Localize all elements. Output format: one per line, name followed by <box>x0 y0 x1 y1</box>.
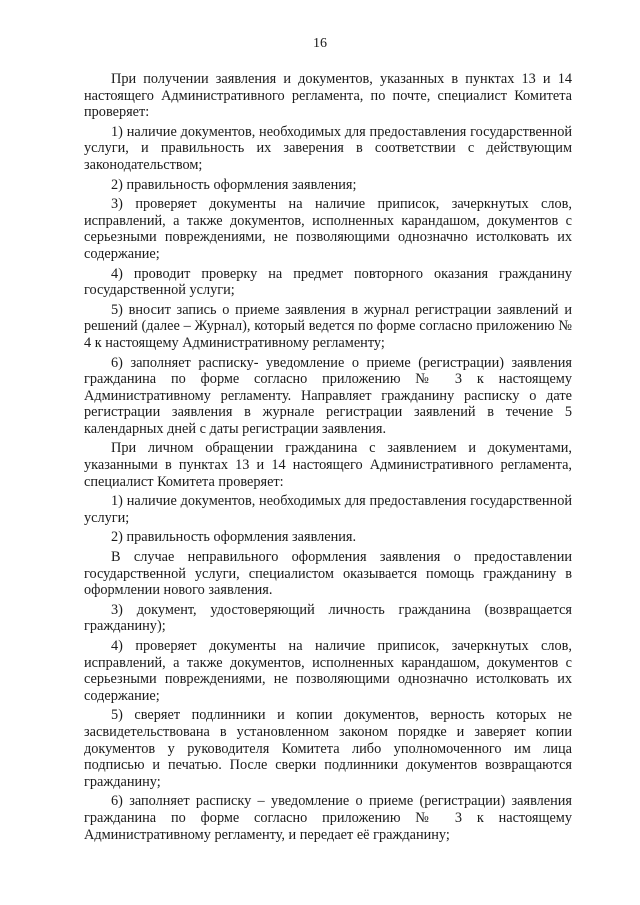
paragraph-personal-item-5: 5) сверяет подлинники и копии документов, верность которых не засвидетельствована в установленном законом порядке и заверяет копии документов у руководителя Комитета либо уполномоченного им лица подписью и печатью. После сверки подлинники документов возвращаются гражданину; <box>84 707 572 790</box>
page-number: 16 <box>313 36 327 51</box>
paragraph-postal-item-6: 6) заполняет расписку- уведомление о приеме (регистрации) заявления гражданина по форме согласно приложению № 3 к настоящему Административному регламенту. Направляет гражданину расписку о дате регистрации заявления в журнале регистрации заявлений в течение 5 календарных дней с даты регистрации заявления. <box>84 354 572 437</box>
paragraph-personal-item-1: 1) наличие документов, необходимых для предоставления государственной услуги; <box>84 493 572 526</box>
paragraph-incorrect-application: В случае неправильного оформления заявления о предоставлении государственной услуги, специалистом оказывается помощь гражданину в оформлении нового заявления. <box>84 549 572 599</box>
paragraph-personal-item-6: 6) заполняет расписку – уведомление о приеме (регистрации) заявления гражданина по форме согласно приложению № 3 к настоящему Административному регламенту, и передает её гражданину; <box>84 793 572 843</box>
paragraph-postal-item-5: 5) вносит запись о приеме заявления в журнал регистрации заявлений и решений (далее – Журнал), который ведется по форме согласно приложению № 4 к настоящему Административному регламенту; <box>84 301 572 351</box>
paragraph-postal-item-4: 4) проводит проверку на предмет повторного оказания гражданину государственной услуги; <box>84 265 572 299</box>
paragraph-postal-intro: При получении заявления и документов, указанных в пунктах 13 и 14 настоящего Административного регламента, по почте, специалист Комитета проверяет: <box>84 71 572 121</box>
paragraph-postal-item-1: 1) наличие документов, необходимых для предоставления государственной услуги, и правильность их заверения в соответствии с действующим законодательством; <box>84 123 572 173</box>
paragraph-personal-item-3: 3) документ, удостоверяющий личность гражданина (возвращается гражданину); <box>84 601 572 635</box>
paragraph-personal-item-4: 4) проверяет документы на наличие приписок, зачеркнутых слов, исправлений, а также документов, исполненных карандашом, документов с серьезными повреждениями, не позволяющими однозначно истолковать их содержание; <box>84 638 572 704</box>
paragraph-personal-intro: При личном обращении гражданина с заявлением и документами, указанными в пунктах 13 и 14 настоящего Административного регламента, специалист Комитета проверяет: <box>84 440 572 490</box>
document-body <box>84 71 572 846</box>
paragraph-postal-item-3: 3) проверяет документы на наличие приписок, зачеркнутых слов, исправлений, а также документов, исполненных карандашом, документов с серьезными повреждениями, не позволяющими однозначно истолковать их содержание; <box>84 196 572 262</box>
paragraph-postal-item-2: 2) правильность оформления заявления; <box>111 176 357 193</box>
paragraph-personal-item-2: 2) правильность оформления заявления. <box>111 529 357 546</box>
